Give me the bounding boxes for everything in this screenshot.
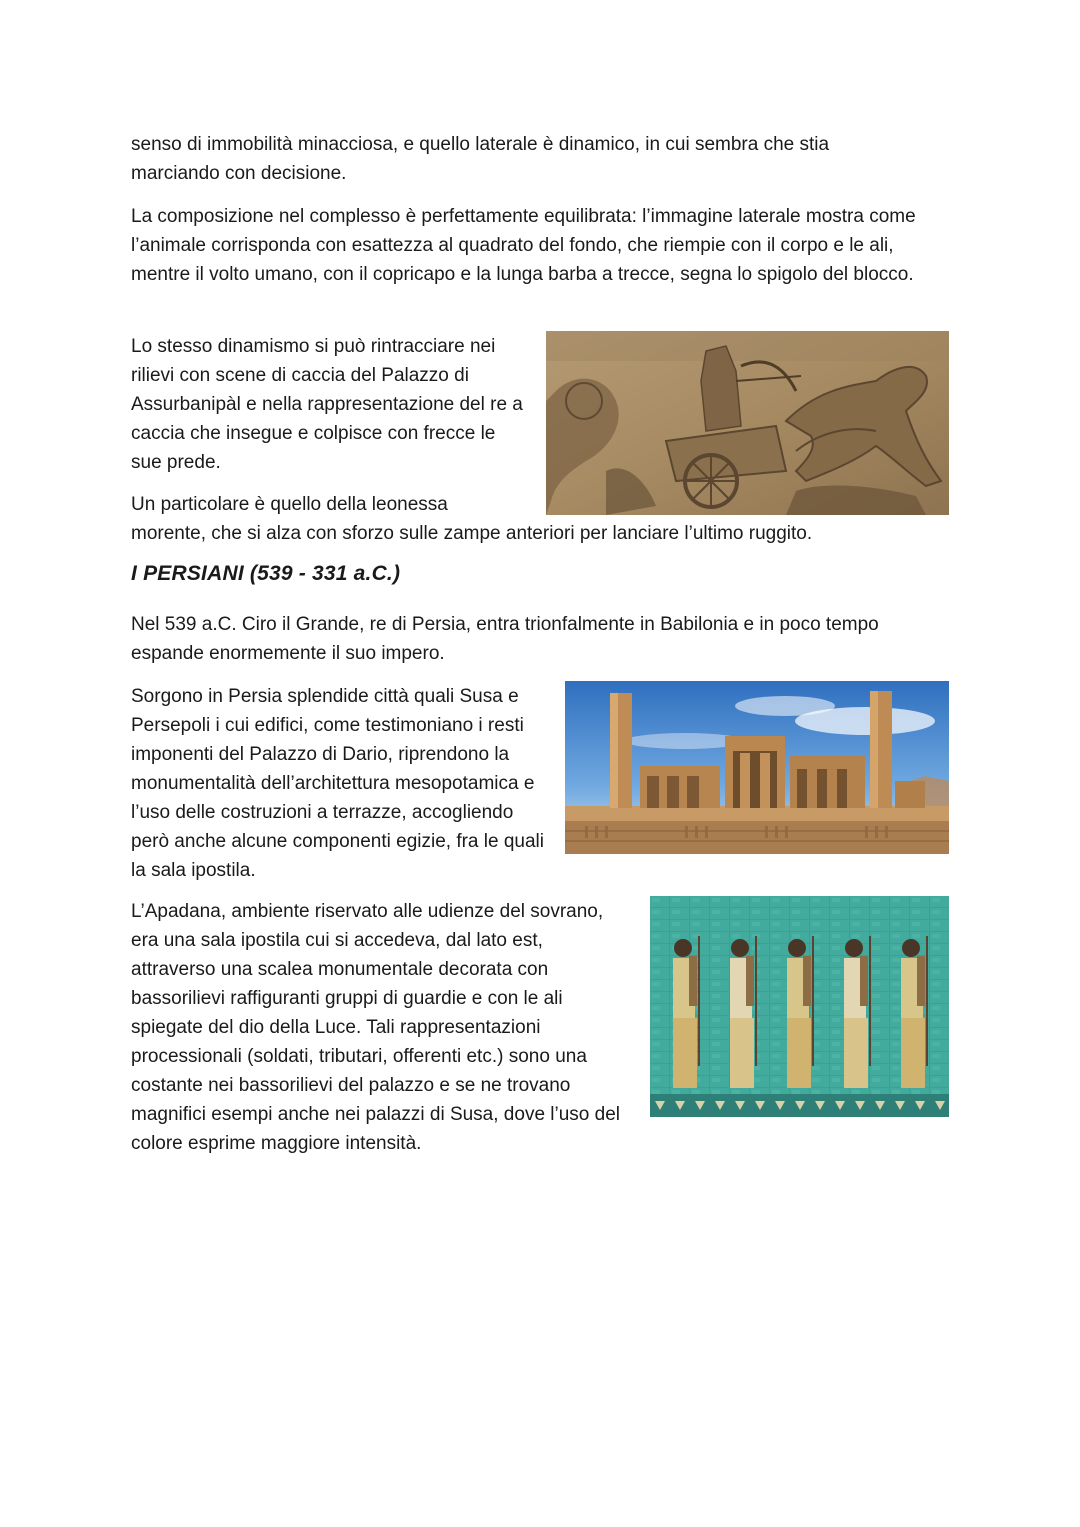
paragraph-composition: La composizione nel complesso è perfettamente equilibrata: l’immagine laterale mostra come l’animale corrisponda con esattezza al quadrato del fondo, che riempie con il corpo e le ali, mentre il volto umano, con il copricapo e la lunga barba a trecce, segna lo spigolo del blocco. bbox=[131, 206, 916, 285]
paragraph-persia-cities: Sorgono in Persia splendide città quali Susa e Persepoli i cui edifici, come testimoniano i resti imponenti del Palazzo di Dario, riprendono la monumentalità dell’architettura mesopotamica e l’uso delle costruzioni a terrazze, accogliendo però anche alcune componenti egizie, fra le quali la sala ipostila. bbox=[131, 686, 544, 881]
paragraph-lioness-line1: Un particolare è quello della leonessa bbox=[131, 494, 448, 515]
paragraph-lioness-line2: morente, che si alza con sforzo sulle zampe anteriori per lanciare l’ultimo ruggito. bbox=[131, 523, 813, 544]
archers-frieze-image bbox=[650, 896, 949, 1117]
hunt-relief-photo bbox=[546, 331, 949, 515]
section-heading-persiani: I PERSIANI (539 - 331 a.C.) bbox=[131, 562, 401, 585]
persepolis-ruins-photo bbox=[565, 681, 949, 854]
persepolis-image bbox=[565, 681, 949, 854]
paragraph-immobility: senso di immobilità minacciosa, e quello laterale è dinamico, in cui sembra che stia marciando con decisione. bbox=[131, 134, 830, 184]
hunt-relief-image bbox=[546, 331, 949, 515]
paragraph-ciro: Nel 539 a.C. Ciro il Grande, re di Persia, entra trionfalmente in Babilonia e in poco tempo espande enormemente il suo impero. bbox=[131, 614, 879, 664]
paragraph-apadana: L’Apadana, ambiente riservato alle udienze del sovrano, era una sala ipostila cui si accedeva, dal lato est, attraverso una scalea monumentale decorata con bassorilievi raffiguranti gruppi di guardie e con le ali spiegate del dio della Luce. Tali rappresentazioni processionali (soldati, tributari, offerenti etc.) sono una costante nei bassorilievi del palazzo e se ne trovano magnifici esempi anche nei palazzi di Susa, dove l’uso del colore esprime maggiore intensità. bbox=[131, 901, 620, 1154]
paragraph-hunt-reliefs: Lo stesso dinamismo si può rintracciare nei rilievi con scene di caccia del Palazzo di Assurbanipàl e nella rappresentazione del re a caccia che insegue e colpisce con frecce le sue prede. bbox=[131, 336, 523, 473]
archers-frieze-photo bbox=[650, 896, 949, 1117]
